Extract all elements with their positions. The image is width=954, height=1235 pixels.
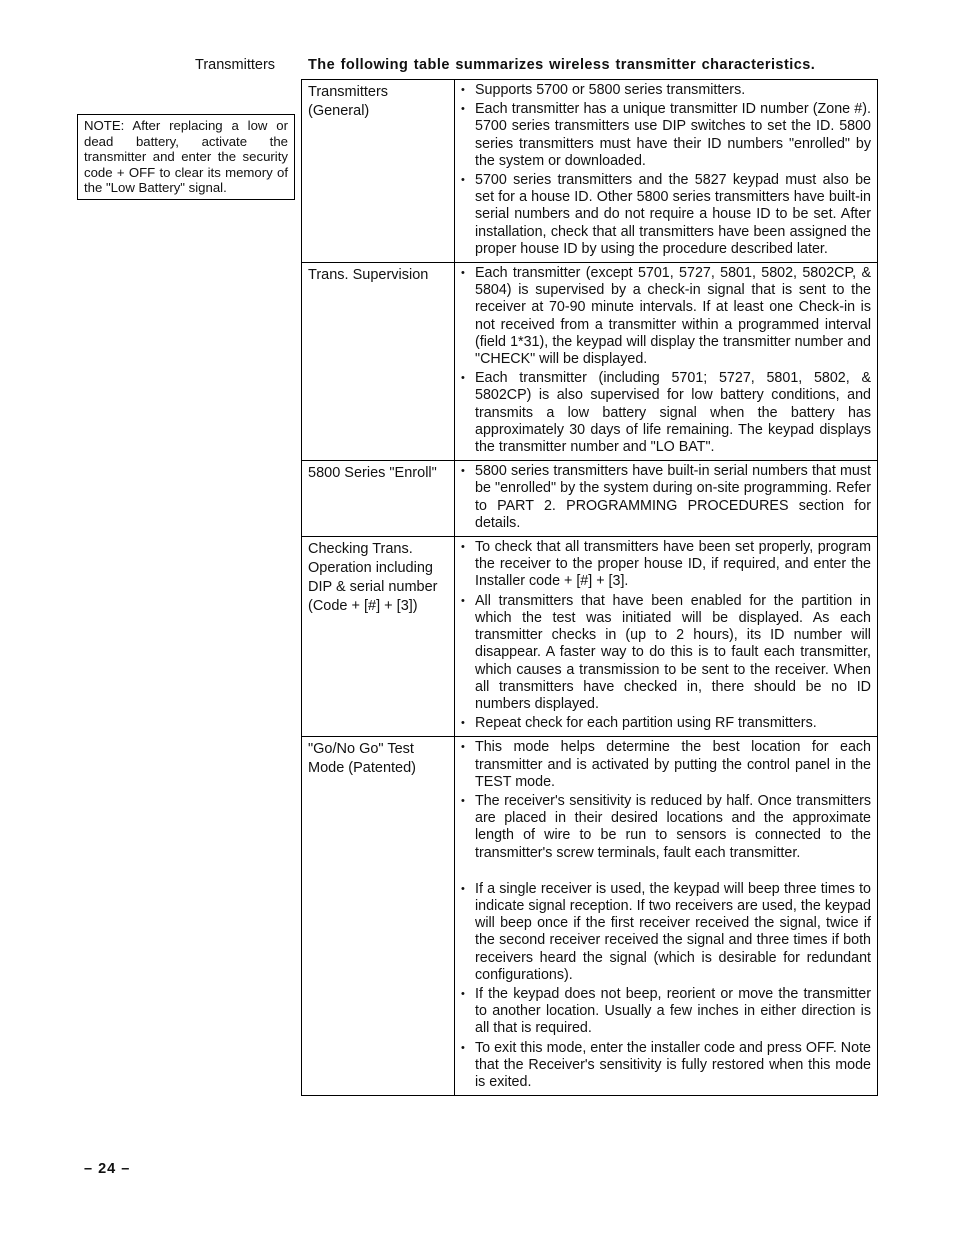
row-label: 5800 Series "Enroll" <box>302 461 455 537</box>
row-details <box>455 461 878 537</box>
table-heading: The following table summarizes wireless transmitter characteristics. <box>308 57 816 73</box>
table-row <box>302 537 878 737</box>
table-row <box>302 80 878 263</box>
bullet-item: • If a single receiver is used, the keypad will beep three times to indicate signal reception. If two receivers are used, the keypad will beep once if the first receiver received the signal, twice if the second receiver received the signal and three times if both receivers heard the signal (which is desirable for redundant configurations). <box>461 881 871 984</box>
bullet-item: • Each transmitter has a unique transmitter ID number (Zone #). 5700 series transmitters use DIP switches to set the ID. 5800 series transmitters must have their ID numbers "enrolled" by the system or downloaded. <box>461 101 871 170</box>
row-details <box>455 263 878 461</box>
side-label: Transmitters <box>195 57 276 73</box>
row-label: "Go/No Go" Test Mode (Patented) <box>302 737 455 1096</box>
bullet-item: • 5800 series transmitters have built-in serial numbers that must be "enrolled" by the system during on-site programming. Refer to PART 2. PROGRAMMING PROCEDURES section for details. <box>461 463 871 532</box>
row-details <box>455 537 878 737</box>
bullet-item: • All transmitters that have been enabled for the partition in which the test was initiated will be displayed. As each transmitter checks in (up to 2 hours), its ID number will disappear. A faster way to do this is to fault each transmitter, which causes a transmission to be sent to the receiver. When all transmitters have checked in, there should be no ID numbers displayed. <box>461 593 871 713</box>
bullet-item: • To exit this mode, enter the installer code and press OFF. Note that the Receiver's sensitivity is fully restored when this mode is exited. <box>461 1040 871 1092</box>
bullet-item: • Each transmitter (except 5701, 5727, 5801, 5802, 5802CP, & 5804) is supervised by a check-in signal that is sent to the receiver at 70-90 minute intervals. If at least one Check-in is not received from a transmitter within a programmed interval (field 1*31), the keypad will display the transmitter number and "CHECK" will be displayed. <box>461 265 871 368</box>
table-row <box>302 737 878 1096</box>
row-details <box>455 80 878 263</box>
page-number: – 24 – <box>84 1161 131 1177</box>
bullet-item: • 5700 series transmitters and the 5827 keypad must also be set for a house ID. Other 5800 series transmitters have built-in serial numbers and do not require a house ID to be set. After installation, check that all transmitters have been assigned the proper house ID by using the procedure described later. <box>461 172 871 258</box>
bullet-item: • The receiver's sensitivity is reduced by half. Once transmitters are placed in their desired locations and the approximate length of wire to be run to sensors is connected to the transmitter's screw terminals, fault each transmitter. <box>461 793 871 862</box>
table-row <box>302 461 878 537</box>
bullet-item: • Repeat check for each partition using RF transmitters. <box>461 715 871 732</box>
bullet-item: • To check that all transmitters have been set properly, program the receiver to the proper house ID, if required, and enter the Installer code + [#] + [3]. <box>461 539 871 591</box>
battery-note: NOTE: After replacing a low or dead battery, activate the transmitter and enter the security code + OFF to clear its memory of the "Low Battery" signal. <box>77 114 295 200</box>
row-details <box>455 737 878 1096</box>
bullet-item: • This mode helps determine the best location for each transmitter and is activated by putting the control panel in the TEST mode. <box>461 739 871 791</box>
transmitter-characteristics-table <box>301 79 878 1096</box>
bullet-item: • Each transmitter (including 5701; 5727, 5801, 5802, & 5802CP) is also supervised for low battery conditions, and transmits a low battery signal when the battery has approximately 30 days of life remaining. The keypad displays the transmitter number and "LO BAT". <box>461 370 871 456</box>
bullet-item: • If the keypad does not beep, reorient or move the transmitter to another location. Usually a few inches in either direction is all that is required. <box>461 986 871 1038</box>
row-label: Trans. Supervision <box>302 263 455 461</box>
row-label: Checking Trans. Operation including DIP & serial number (Code + [#] + [3]) <box>302 537 455 737</box>
bullet-item: • Supports 5700 or 5800 series transmitters. <box>461 82 871 99</box>
row-label: Transmitters (General) <box>302 80 455 263</box>
table-row <box>302 263 878 461</box>
